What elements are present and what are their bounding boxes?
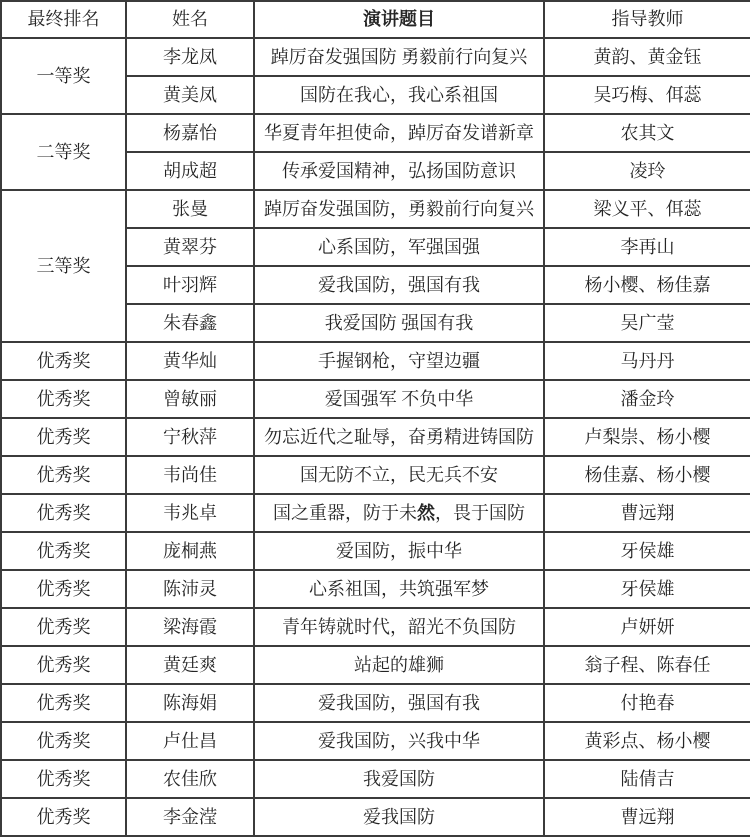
speech-title-text: 国之重器，防于未 bbox=[273, 502, 417, 523]
teacher-cell: 杨小樱、杨佳嘉 bbox=[544, 266, 750, 304]
teacher-cell: 马丹丹 bbox=[544, 342, 750, 380]
teacher-cell: 曹远翔 bbox=[544, 494, 750, 532]
name-cell: 胡成超 bbox=[126, 152, 254, 190]
rank-cell: 三等奖 bbox=[1, 190, 126, 342]
name-cell: 宁秋萍 bbox=[126, 418, 254, 456]
teacher-cell: 梁义平、佴蕊 bbox=[544, 190, 750, 228]
name-cell: 陈海娟 bbox=[126, 684, 254, 722]
speech-title-cell: 爱国强军 不负中华 bbox=[254, 380, 544, 418]
rank-cell: 优秀奖 bbox=[1, 646, 126, 684]
table-row bbox=[1, 798, 750, 836]
teacher-cell: 农其文 bbox=[544, 114, 750, 152]
name-cell: 黄翠芬 bbox=[126, 228, 254, 266]
name-cell: 黄廷爽 bbox=[126, 646, 254, 684]
speech-title-bold-char: 然 bbox=[417, 502, 435, 523]
speech-title-text: ，畏于国防 bbox=[435, 502, 525, 523]
name-cell: 陈沛灵 bbox=[126, 570, 254, 608]
rank-cell: 优秀奖 bbox=[1, 570, 126, 608]
name-cell: 韦尚佳 bbox=[126, 456, 254, 494]
name-cell: 庞桐燕 bbox=[126, 532, 254, 570]
teacher-cell: 牙侯雄 bbox=[544, 570, 750, 608]
name-cell: 李龙凤 bbox=[126, 38, 254, 76]
header-row bbox=[1, 1, 750, 38]
table-row bbox=[1, 114, 750, 152]
speech-title-cell: 手握钢枪，守望边疆 bbox=[254, 342, 544, 380]
table-row bbox=[1, 722, 750, 760]
rank-cell: 优秀奖 bbox=[1, 456, 126, 494]
name-cell: 李金滢 bbox=[126, 798, 254, 836]
speech-title-cell: 站起的雄狮 bbox=[254, 646, 544, 684]
table-row bbox=[1, 570, 750, 608]
speech-title-cell: 华夏青年担使命，踔厉奋发谱新章 bbox=[254, 114, 544, 152]
speech-title-cell: 我爱国防 bbox=[254, 760, 544, 798]
table-row bbox=[1, 38, 750, 76]
rank-cell: 优秀奖 bbox=[1, 494, 126, 532]
header-speech-title: 演讲题目 bbox=[254, 1, 544, 38]
table-row bbox=[1, 494, 750, 532]
teacher-cell: 凌玲 bbox=[544, 152, 750, 190]
rank-cell: 优秀奖 bbox=[1, 684, 126, 722]
name-cell: 农佳欣 bbox=[126, 760, 254, 798]
teacher-cell: 吴广莹 bbox=[544, 304, 750, 342]
teacher-cell: 黄彩点、杨小樱 bbox=[544, 722, 750, 760]
speech-title-cell: 青年铸就时代，韶光不负国防 bbox=[254, 608, 544, 646]
table-row bbox=[1, 456, 750, 494]
speech-title-cell: 踔厉奋发强国防，勇毅前行向复兴 bbox=[254, 190, 544, 228]
speech-title-cell: 传承爱国精神，弘扬国防意识 bbox=[254, 152, 544, 190]
speech-title-cell: 爱我国防，强国有我 bbox=[254, 684, 544, 722]
speech-title-cell: 爱我国防 bbox=[254, 798, 544, 836]
table-row bbox=[1, 608, 750, 646]
teacher-cell: 杨佳嘉、杨小樱 bbox=[544, 456, 750, 494]
teacher-cell: 卢梨崇、杨小樱 bbox=[544, 418, 750, 456]
speech-title-cell bbox=[254, 494, 544, 532]
speech-title-cell: 勿忘近代之耻辱，奋勇精进铸国防 bbox=[254, 418, 544, 456]
teacher-cell: 潘金玲 bbox=[544, 380, 750, 418]
name-cell: 张曼 bbox=[126, 190, 254, 228]
name-cell: 曾敏丽 bbox=[126, 380, 254, 418]
table-row bbox=[1, 684, 750, 722]
name-cell: 韦兆卓 bbox=[126, 494, 254, 532]
rank-cell: 一等奖 bbox=[1, 38, 126, 114]
table-row bbox=[1, 380, 750, 418]
header-name: 姓名 bbox=[126, 1, 254, 38]
teacher-cell: 曹远翔 bbox=[544, 798, 750, 836]
name-cell: 黄美凤 bbox=[126, 76, 254, 114]
table-row bbox=[1, 646, 750, 684]
teacher-cell: 卢妍妍 bbox=[544, 608, 750, 646]
name-cell: 卢仕昌 bbox=[126, 722, 254, 760]
speech-title-cell: 爱我国防，强国有我 bbox=[254, 266, 544, 304]
rank-cell: 优秀奖 bbox=[1, 608, 126, 646]
name-cell: 叶羽辉 bbox=[126, 266, 254, 304]
speech-title-cell: 心系国防，军强国强 bbox=[254, 228, 544, 266]
table-row bbox=[1, 190, 750, 228]
rank-cell: 优秀奖 bbox=[1, 760, 126, 798]
speech-title-cell: 我爱国防 强国有我 bbox=[254, 304, 544, 342]
name-cell: 朱春鑫 bbox=[126, 304, 254, 342]
teacher-cell: 付艳春 bbox=[544, 684, 750, 722]
rank-cell: 优秀奖 bbox=[1, 798, 126, 836]
teacher-cell: 李再山 bbox=[544, 228, 750, 266]
speech-title-cell: 爱国防，振中华 bbox=[254, 532, 544, 570]
header-teacher: 指导教师 bbox=[544, 1, 750, 38]
teacher-cell: 翁子程、陈春任 bbox=[544, 646, 750, 684]
name-cell: 杨嘉怡 bbox=[126, 114, 254, 152]
table-row bbox=[1, 532, 750, 570]
teacher-cell: 吴巧梅、佴蕊 bbox=[544, 76, 750, 114]
rank-cell: 优秀奖 bbox=[1, 532, 126, 570]
table-row bbox=[1, 342, 750, 380]
name-cell: 黄华灿 bbox=[126, 342, 254, 380]
rank-cell: 优秀奖 bbox=[1, 722, 126, 760]
rank-cell: 优秀奖 bbox=[1, 418, 126, 456]
speech-title-cell: 踔厉奋发强国防 勇毅前行向复兴 bbox=[254, 38, 544, 76]
speech-title-cell: 国无防不立，民无兵不安 bbox=[254, 456, 544, 494]
header-rank: 最终排名 bbox=[1, 1, 126, 38]
teacher-cell: 陆倩吉 bbox=[544, 760, 750, 798]
teacher-cell: 牙侯雄 bbox=[544, 532, 750, 570]
rank-cell: 二等奖 bbox=[1, 114, 126, 190]
speech-title-cell: 爱我国防，兴我中华 bbox=[254, 722, 544, 760]
name-cell: 梁海霞 bbox=[126, 608, 254, 646]
speech-title-cell: 心系祖国，共筑强军梦 bbox=[254, 570, 544, 608]
speech-title-cell: 国防在我心，我心系祖国 bbox=[254, 76, 544, 114]
teacher-cell: 黄韵、黄金钰 bbox=[544, 38, 750, 76]
table-row bbox=[1, 418, 750, 456]
rank-cell: 优秀奖 bbox=[1, 380, 126, 418]
rank-cell: 优秀奖 bbox=[1, 342, 126, 380]
table-row bbox=[1, 760, 750, 798]
